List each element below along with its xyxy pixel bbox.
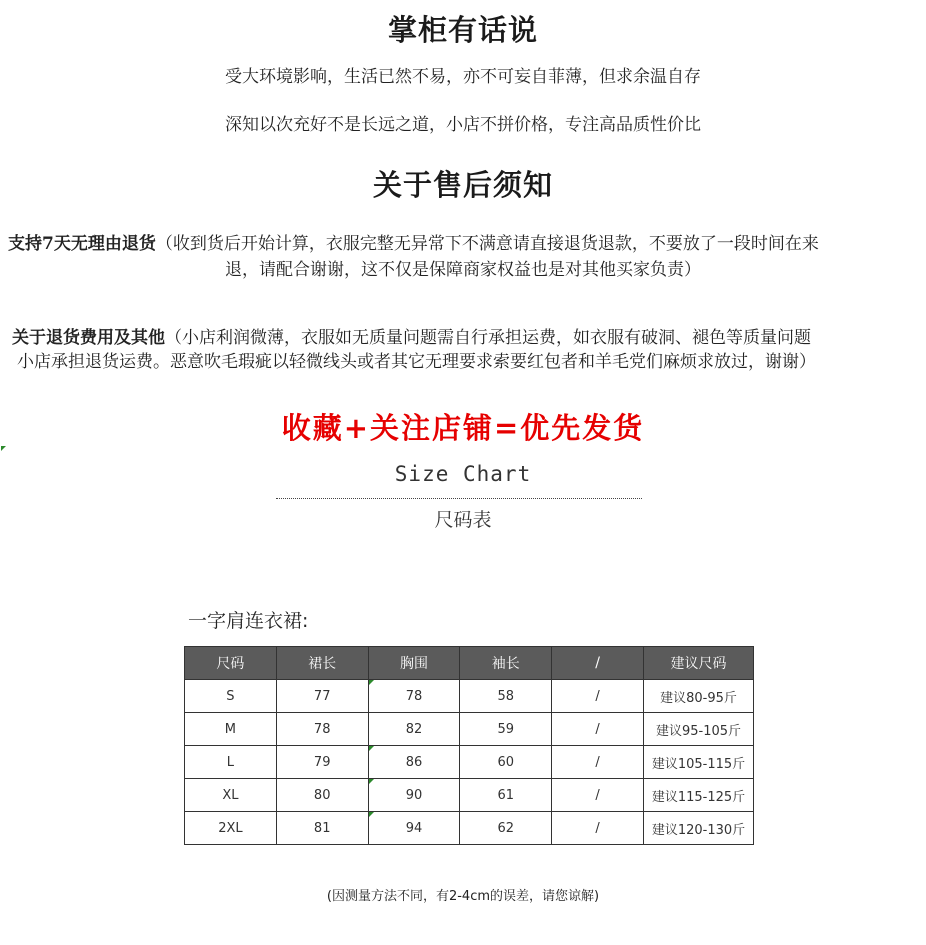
table-row bbox=[185, 713, 754, 746]
owner-line-1: 受大环境影响，生活已然不易，亦不可妄自菲薄，但求余温自存 bbox=[225, 67, 701, 87]
cell-bust: 90 bbox=[368, 779, 460, 812]
cell-size: 2XL bbox=[185, 812, 277, 845]
return-policy-line-2: 退，请配合谢谢，这不仅是保障商家权益也是对其他买家负责） bbox=[225, 260, 701, 280]
return-cost-line-2: 小店承担退货运费。恶意吹毛瑕疵以轻微线头或者其它无理要求索要红包者和羊毛党们麻烦求放过，谢谢） bbox=[17, 352, 816, 372]
cell-mark-icon bbox=[369, 779, 374, 784]
table-header-row bbox=[185, 647, 754, 680]
cell-mark-icon bbox=[369, 680, 374, 685]
header-recommend: 建议尺码 bbox=[644, 647, 754, 680]
return-policy-bold: 支持7天无理由退货 bbox=[8, 234, 156, 254]
cell-recommend: 建议115-125斤 bbox=[644, 779, 754, 812]
return-cost-bold: 关于退货费用及其他 bbox=[12, 328, 165, 348]
return-cost-line-1 bbox=[12, 325, 924, 351]
cell-size: L bbox=[185, 746, 277, 779]
return-policy-line-1 bbox=[8, 231, 923, 257]
header-sleeve: 袖长 bbox=[460, 647, 552, 680]
cell-sleeve: 58 bbox=[460, 680, 552, 713]
cell-size: M bbox=[185, 713, 277, 746]
cell-slash: / bbox=[552, 812, 644, 845]
product-title: 一字肩连衣裙: bbox=[188, 610, 309, 632]
table-row bbox=[185, 746, 754, 779]
return-cost-text-1: （小店利润微薄，衣服如无质量问题需自行承担运费，如衣服有破洞、褪色等质量问题 bbox=[165, 328, 811, 348]
cell-size: S bbox=[185, 680, 277, 713]
header-dress-length: 裙长 bbox=[276, 647, 368, 680]
cell-length: 78 bbox=[276, 713, 368, 746]
owner-line-2: 深知以次充好不是长远之道，小店不拼价格，专注高品质性价比 bbox=[225, 115, 701, 135]
cell-recommend: 建议95-105斤 bbox=[644, 713, 754, 746]
cell-bust: 86 bbox=[368, 746, 460, 779]
cell-mark-icon bbox=[369, 812, 374, 817]
header-bust: 胸围 bbox=[368, 647, 460, 680]
size-table bbox=[184, 646, 754, 845]
table-row bbox=[185, 779, 754, 812]
cell-recommend: 建议120-130斤 bbox=[644, 812, 754, 845]
cell-length: 79 bbox=[276, 746, 368, 779]
header-slash: / bbox=[552, 647, 644, 680]
cell-length: 81 bbox=[276, 812, 368, 845]
cell-bust: 94 bbox=[368, 812, 460, 845]
measurement-note: (因测量方法不同，有2-4cm的误差，请您谅解) bbox=[326, 889, 600, 904]
cell-slash: / bbox=[552, 680, 644, 713]
return-policy-text-1: （收到货后开始计算，衣服完整无异常下不满意请直接退货退款，不要放了一段时间在来 bbox=[155, 234, 819, 254]
size-chart-title: Size Chart bbox=[394, 462, 532, 486]
aftersale-heading: 关于售后须知 bbox=[372, 168, 553, 202]
owner-heading: 掌柜有话说 bbox=[387, 13, 538, 47]
cell-sleeve: 61 bbox=[460, 779, 552, 812]
cell-slash: / bbox=[552, 779, 644, 812]
size-chart-subtitle: 尺码表 bbox=[434, 509, 492, 531]
cell-sleeve: 62 bbox=[460, 812, 552, 845]
cell-slash: / bbox=[552, 746, 644, 779]
table-row bbox=[185, 812, 754, 845]
header-size: 尺码 bbox=[185, 647, 277, 680]
cell-length: 80 bbox=[276, 779, 368, 812]
cell-sleeve: 60 bbox=[460, 746, 552, 779]
cell-recommend: 建议80-95斤 bbox=[644, 680, 754, 713]
table-row bbox=[185, 680, 754, 713]
cell-sleeve: 59 bbox=[460, 713, 552, 746]
cell-length: 77 bbox=[276, 680, 368, 713]
cell-bust: 78 bbox=[368, 680, 460, 713]
cell-mark-icon bbox=[369, 746, 374, 751]
size-chart-divider bbox=[276, 498, 642, 499]
cell-slash: / bbox=[552, 713, 644, 746]
cell-size: XL bbox=[185, 779, 277, 812]
cell-bust: 82 bbox=[368, 713, 460, 746]
promo-banner: 收藏+关注店铺=优先发货 bbox=[281, 411, 645, 445]
cell-recommend: 建议105-115斤 bbox=[644, 746, 754, 779]
